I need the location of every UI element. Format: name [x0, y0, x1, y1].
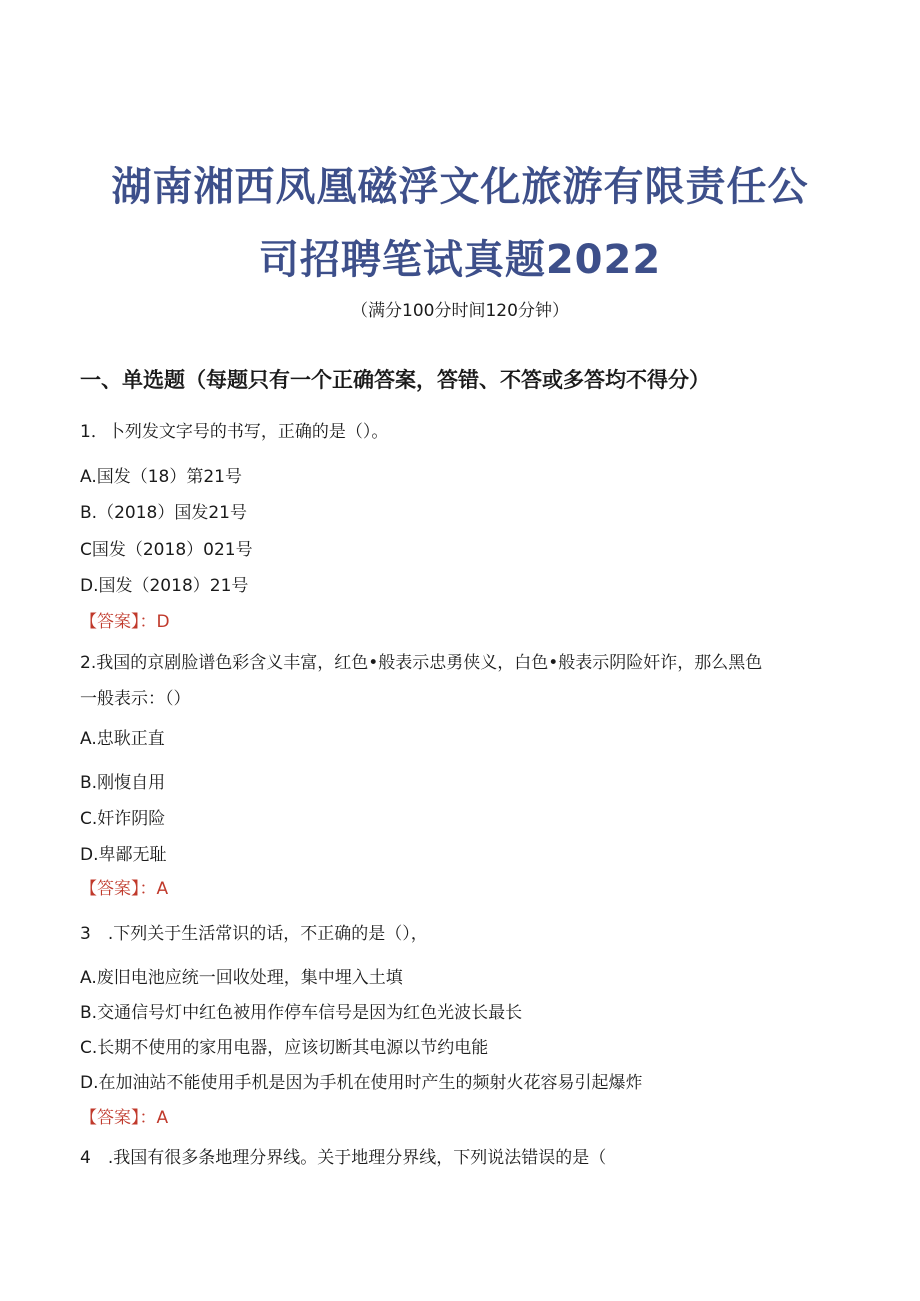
document-title-line-2: 司招聘笔试真题2022 [258, 237, 662, 283]
question-2-stem-line-2: 一般表示：（） [80, 689, 191, 709]
document-title-line-1: 湖南湘西凤凰磁浮文化旅游有限责任公 [111, 164, 809, 210]
question-2-option-c: C.奸诈阴险 [80, 809, 166, 829]
question-1-stem: 1．卜列发文字号的书写，正确的是（）。 [80, 422, 389, 442]
question-3-answer: 【答案】：A [80, 1108, 169, 1128]
question-3-stem: 3 .下列关于生活常识的话，不正确的是（）， [80, 924, 428, 944]
question-3-option-d: D.在加油站不能使用手机是因为手机在使用时产生的频射火花容易引起爆炸 [80, 1073, 643, 1093]
exam-subtitle: （满分100分时间120分钟） [351, 301, 569, 321]
question-1-answer: 【答案】：D [80, 612, 170, 632]
question-2-option-b: B.刚愎自用 [80, 773, 166, 793]
question-3-option-c: C.长期不使用的家用电器，应该切断其电源以节约电能 [80, 1038, 489, 1058]
question-2-option-d: D.卑鄙无耻 [80, 845, 167, 865]
question-4-stem: 4 .我国有很多条地理分界线。关于地理分界线，下列说法错误的是（ [80, 1148, 607, 1168]
question-1-option-b: B.（2018）国发21号 [80, 503, 247, 523]
question-3-option-b: B.交通信号灯中红色被用作停车信号是因为红色光波长最长 [80, 1003, 523, 1023]
question-2-option-a: A.忠耿正直 [80, 729, 165, 749]
question-2-stem-line-1: 2.我国的京剧脸谱色彩含义丰富，红色•般表示忠勇侠义，白色•般表示阴险奸诈，那么黑色 [80, 653, 763, 673]
question-1-option-d: D.国发（2018）21号 [80, 576, 249, 596]
question-3-option-a: A.废旧电池应统一回收处理，集中埋入土填 [80, 968, 403, 988]
question-1-option-c: C国发（2018）021号 [80, 540, 253, 560]
question-1-option-a: A.国发（18）第21号 [80, 467, 242, 487]
section-heading: 一、单选题（每题只有一个正确答案，答错、不答或多答均不得分） [80, 368, 710, 392]
question-2-answer: 【答案】：A [80, 879, 169, 899]
